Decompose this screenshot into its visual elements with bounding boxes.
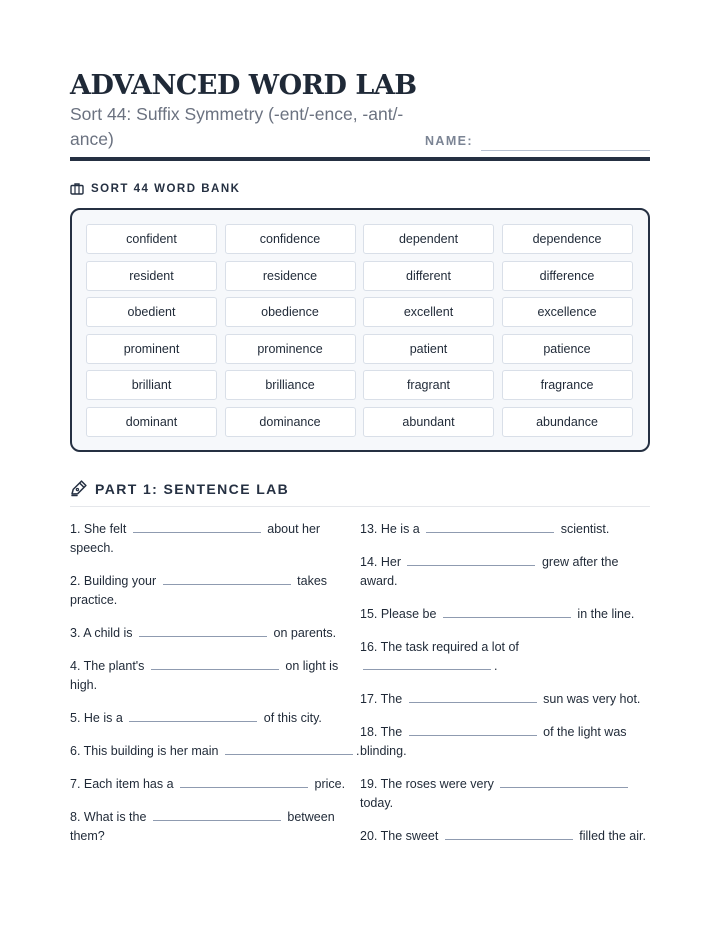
word-card: brilliance	[225, 370, 356, 400]
part1-divider	[70, 506, 650, 507]
page-subtitle: Sort 44: Suffix Symmetry (-ent/-ence, -ant/-ance)	[70, 104, 404, 149]
question-text-after: of the light was blinding.	[360, 725, 627, 758]
word-card: abundance	[502, 407, 633, 437]
answer-blank[interactable]	[163, 572, 291, 585]
word-card: confidence	[225, 224, 356, 254]
name-blank	[481, 150, 650, 151]
page-title: ADVANCED WORD LAB	[70, 70, 417, 101]
answer-blank[interactable]	[445, 827, 573, 840]
answer-blank[interactable]	[409, 690, 537, 703]
question-text-before: 8. What is the	[70, 810, 147, 824]
question-item	[360, 723, 650, 761]
word-card: prominent	[86, 334, 217, 364]
question-item	[360, 638, 650, 676]
answer-blank[interactable]	[180, 775, 308, 788]
question-text-after: between them?	[70, 810, 335, 843]
question-text-before: 4. The plant's	[70, 659, 145, 673]
briefcase-icon	[70, 182, 84, 195]
word-card: prominence	[225, 334, 356, 364]
word-card: dominance	[225, 407, 356, 437]
question-text-before: 7. Each item has a	[70, 777, 174, 791]
question-text-after: about her speech.	[70, 522, 321, 555]
question-text-before: 18. The	[360, 725, 403, 739]
answer-blank[interactable]	[133, 520, 261, 533]
word-card: dependence	[502, 224, 633, 254]
sentence-questions	[70, 520, 650, 860]
question-text-after: in the line.	[577, 607, 635, 621]
question-item	[70, 572, 360, 610]
word-card: dominant	[86, 407, 217, 437]
word-bank-grid	[86, 224, 633, 437]
word-bank	[70, 208, 650, 452]
question-item	[70, 742, 360, 761]
word-card: excellent	[363, 297, 494, 327]
word-bank-heading-text: SORT 44 WORD BANK	[91, 182, 241, 195]
answer-blank[interactable]	[139, 624, 267, 637]
questions-column-right	[360, 520, 650, 860]
part1-heading	[70, 480, 289, 497]
name-field	[425, 131, 650, 153]
question-text-after: filled the air.	[579, 829, 646, 843]
question-text-before: 13. He is a	[360, 522, 420, 536]
answer-blank[interactable]	[129, 709, 257, 722]
question-text-before: 14. Her	[360, 555, 401, 569]
word-card: brilliant	[86, 370, 217, 400]
word-card: fragrant	[363, 370, 494, 400]
question-text-after: today.	[360, 796, 394, 810]
question-text-before: 20. The sweet	[360, 829, 439, 843]
question-text-after: grew after the award.	[360, 555, 619, 588]
answer-blank[interactable]	[426, 520, 554, 533]
name-label: NAME:	[425, 134, 473, 148]
answer-blank[interactable]	[443, 605, 571, 618]
question-text-before: 1. She felt	[70, 522, 127, 536]
word-card: dependent	[363, 224, 494, 254]
question-text-after: .	[355, 744, 360, 758]
word-card: abundant	[363, 407, 494, 437]
question-text-before: 6. This building is her main	[70, 744, 219, 758]
answer-blank[interactable]	[500, 775, 628, 788]
word-card: excellence	[502, 297, 633, 327]
question-text-before: 19. The roses were very	[360, 777, 494, 791]
word-card: obedient	[86, 297, 217, 327]
question-item	[70, 709, 360, 728]
answer-blank[interactable]	[407, 553, 535, 566]
question-text-after: price.	[314, 777, 346, 791]
question-item	[360, 605, 650, 624]
question-text-before: 15. Please be	[360, 607, 437, 621]
answer-blank[interactable]	[151, 657, 279, 670]
question-item	[70, 775, 360, 794]
word-card: patient	[363, 334, 494, 364]
question-item	[70, 624, 360, 643]
question-item	[70, 520, 360, 558]
word-card: fragrance	[502, 370, 633, 400]
question-item	[360, 690, 650, 709]
word-card: patience	[502, 334, 633, 364]
questions-column-left	[70, 520, 360, 860]
question-text-after: of this city.	[263, 711, 322, 725]
question-text-after: on parents.	[273, 626, 337, 640]
word-card: residence	[225, 261, 356, 291]
question-item	[70, 808, 360, 846]
question-item	[360, 520, 650, 539]
question-text-before: 17. The	[360, 692, 403, 706]
question-text-before: 5. He is a	[70, 711, 123, 725]
word-card: obedience	[225, 297, 356, 327]
question-text-after: sun was very hot.	[543, 692, 641, 706]
question-item	[360, 827, 650, 846]
word-card: confident	[86, 224, 217, 254]
word-card: resident	[86, 261, 217, 291]
question-text-before: 16. The task required a lot of	[360, 640, 519, 654]
question-item	[360, 775, 650, 813]
part1-heading-text: PART 1: SENTENCE LAB	[95, 480, 290, 497]
question-text-after: scientist.	[560, 522, 610, 536]
question-text-before: 2. Building your	[70, 574, 157, 588]
question-text-after: .	[494, 659, 498, 673]
answer-blank[interactable]	[409, 723, 537, 736]
question-item	[360, 553, 650, 591]
word-bank-heading	[70, 182, 240, 195]
answer-blank[interactable]	[153, 808, 281, 821]
header-divider	[70, 157, 650, 161]
word-card: difference	[502, 261, 633, 291]
answer-blank[interactable]	[363, 657, 491, 670]
answer-blank[interactable]	[225, 742, 353, 755]
question-item	[70, 657, 360, 695]
word-card: different	[363, 261, 494, 291]
question-text-before: 3. A child is	[70, 626, 133, 640]
pen-icon	[70, 480, 87, 497]
question-text-after: takes practice.	[70, 574, 328, 607]
question-text-after: on light is high.	[70, 659, 339, 692]
